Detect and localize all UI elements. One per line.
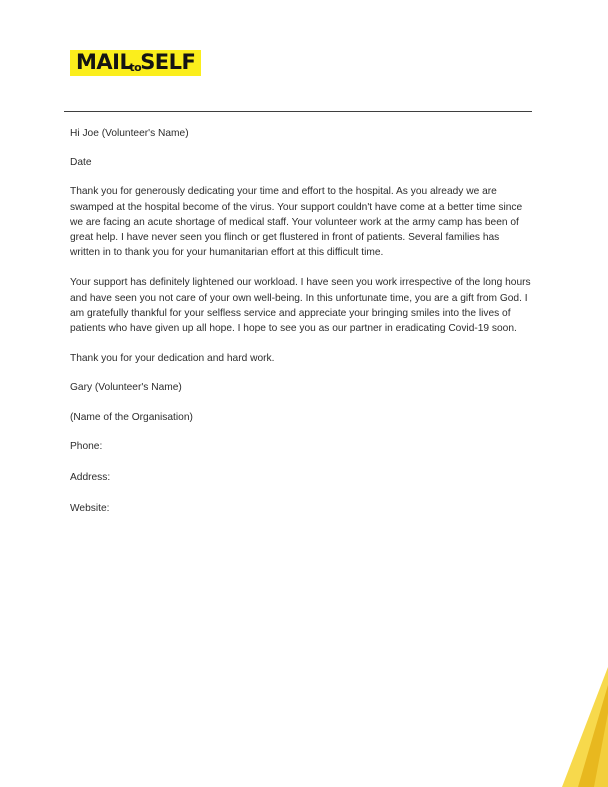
phone-label: Phone:	[70, 440, 103, 452]
signature-name: Gary (Volunteer's Name)	[70, 382, 182, 394]
closing-thanks: Thank you for your dedication and hard work.	[70, 353, 275, 365]
organisation-name: (Name of the Organisation)	[70, 411, 193, 423]
brand-logo	[70, 50, 201, 76]
logo-text-to: to	[129, 61, 142, 74]
corner-accent-icon	[522, 667, 608, 787]
date-label: Date	[70, 157, 92, 169]
website-label: Website:	[70, 503, 110, 515]
logo-highlight-block	[70, 50, 201, 76]
paragraph-one: Thank you for generously dedicating your time and effort to the hospital. As you already we are swamped at the hospital become of the virus. Your support couldn't have come at a better time since we are facing an acute shortage of medical staff. Your volunteer work at the army camp has been of great help. I have never seen you flinch or get flustered in front of patients. Several families has written in to thank you for your humanitarian effort at this difficult time.	[70, 186, 523, 259]
address-label: Address:	[70, 472, 111, 484]
logo-text-self: SELF	[140, 50, 196, 74]
header-divider	[64, 111, 532, 112]
logo-text-mail: MAIL	[76, 50, 133, 74]
salutation: Hi Joe (Volunteer's Name)	[70, 128, 189, 139]
letter-body	[70, 126, 532, 532]
paragraph-two: Your support has definitely lightened our workload. I have seen you work irrespective of the long hours and have seen you not care of your own well-being. In this unfortunate time, you are a gift from God. I am gratefully thankful for your selfless service and appreciate your bringing smiles into the lives of patients who have given up all hope. I hope to see you as our partner in eradicating Covid-19 soon.	[70, 277, 531, 335]
